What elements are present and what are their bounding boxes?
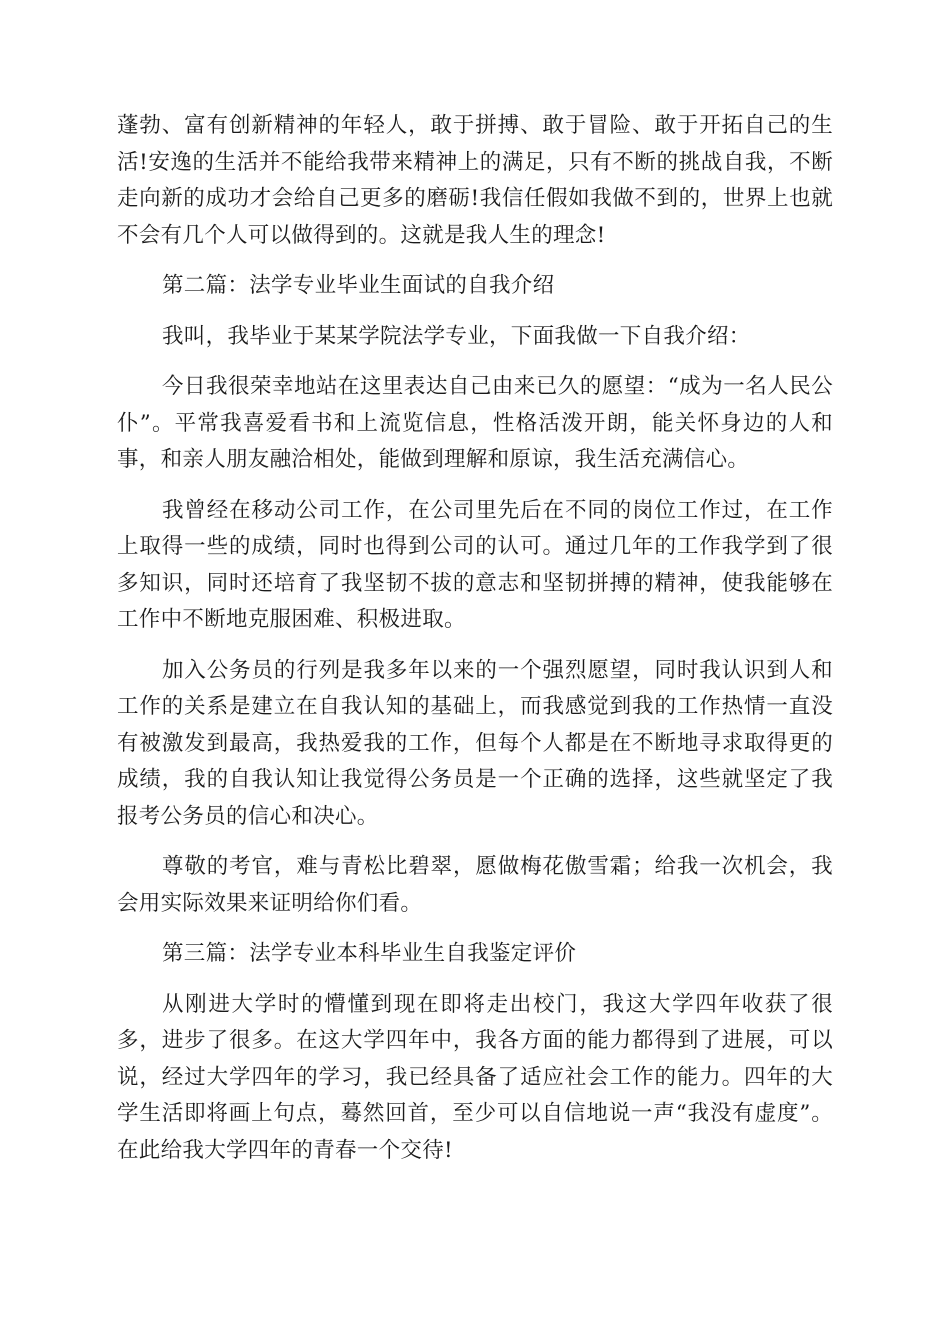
paragraph: 我曾经在移动公司工作，在公司里先后在不同的岗位工作过，在工作上取得一些的成绩，同时也得到公司的认可。通过几年的工作我学到了很多知识，同时还培育了我坚韧不拔的意志和坚韧拼搏的精神，使我能够在工作中不断地克服困难、积极进取。 — [117, 497, 833, 632]
paragraph: 尊敬的考官，难与青松比碧翠，愿做梅花傲雪霜；给我一次机会，我会用实际效果来证明给你们看。 — [117, 854, 833, 916]
section-heading-3: 第三篇：法学专业本科毕业生自我鉴定评价 — [162, 941, 577, 966]
section-heading-2: 第二篇：法学专业毕业生面试的自我介绍 — [162, 273, 555, 298]
document-body — [117, 108, 833, 1183]
paragraph: 从刚进大学时的懵懂到现在即将走出校门，我这大学四年收获了很多，进步了很多。在这大学四年中，我各方面的能力都得到了进展，可以说，经过大学四年的学习，我已经具备了适应社会工作的能力。四年的大学生活即将画上句点，蓦然回首，至少可以自信地说一声“我没有虚度”。在此给我大学四年的青春一个交待! — [117, 991, 833, 1163]
paragraph: 加入公务员的行列是我多年以来的一个强烈愿望，同时我认识到人和工作的关系是建立在自我认知的基础上，而我感觉到我的工作热情一直没有被激发到最高，我热爱我的工作，但每个人都是在不断地寻求取得更的成绩，我的自我认知让我觉得公务员是一个正确的选择，这些就坚定了我报考公务员的信心和决心。 — [117, 657, 833, 829]
paragraph-continuation: 蓬勃、富有创新精神的年轻人，敢于拼搏、敢于冒险、敢于开拓自己的生活!安逸的生活并不能给我带来精神上的满足，只有不断的挑战自我，不断走向新的成功才会给自己更多的磨砺!我信任假如我做不到的，世界上也就不会有几个人可以做得到的。这就是我人生的理念! — [117, 113, 833, 248]
paragraph: 我叫，我毕业于某某学院法学专业，下面我做一下自我介绍： — [162, 323, 751, 349]
paragraph: 今日我很荣幸地站在这里表达自己由来已久的愿望：“成为一名人民公仆”。平常我喜爱看书和上流览信息，性格活泼开朗，能关怀身边的人和事，和亲人朋友融洽相处，能做到理解和原谅，我生活充满信心。 — [117, 374, 833, 472]
